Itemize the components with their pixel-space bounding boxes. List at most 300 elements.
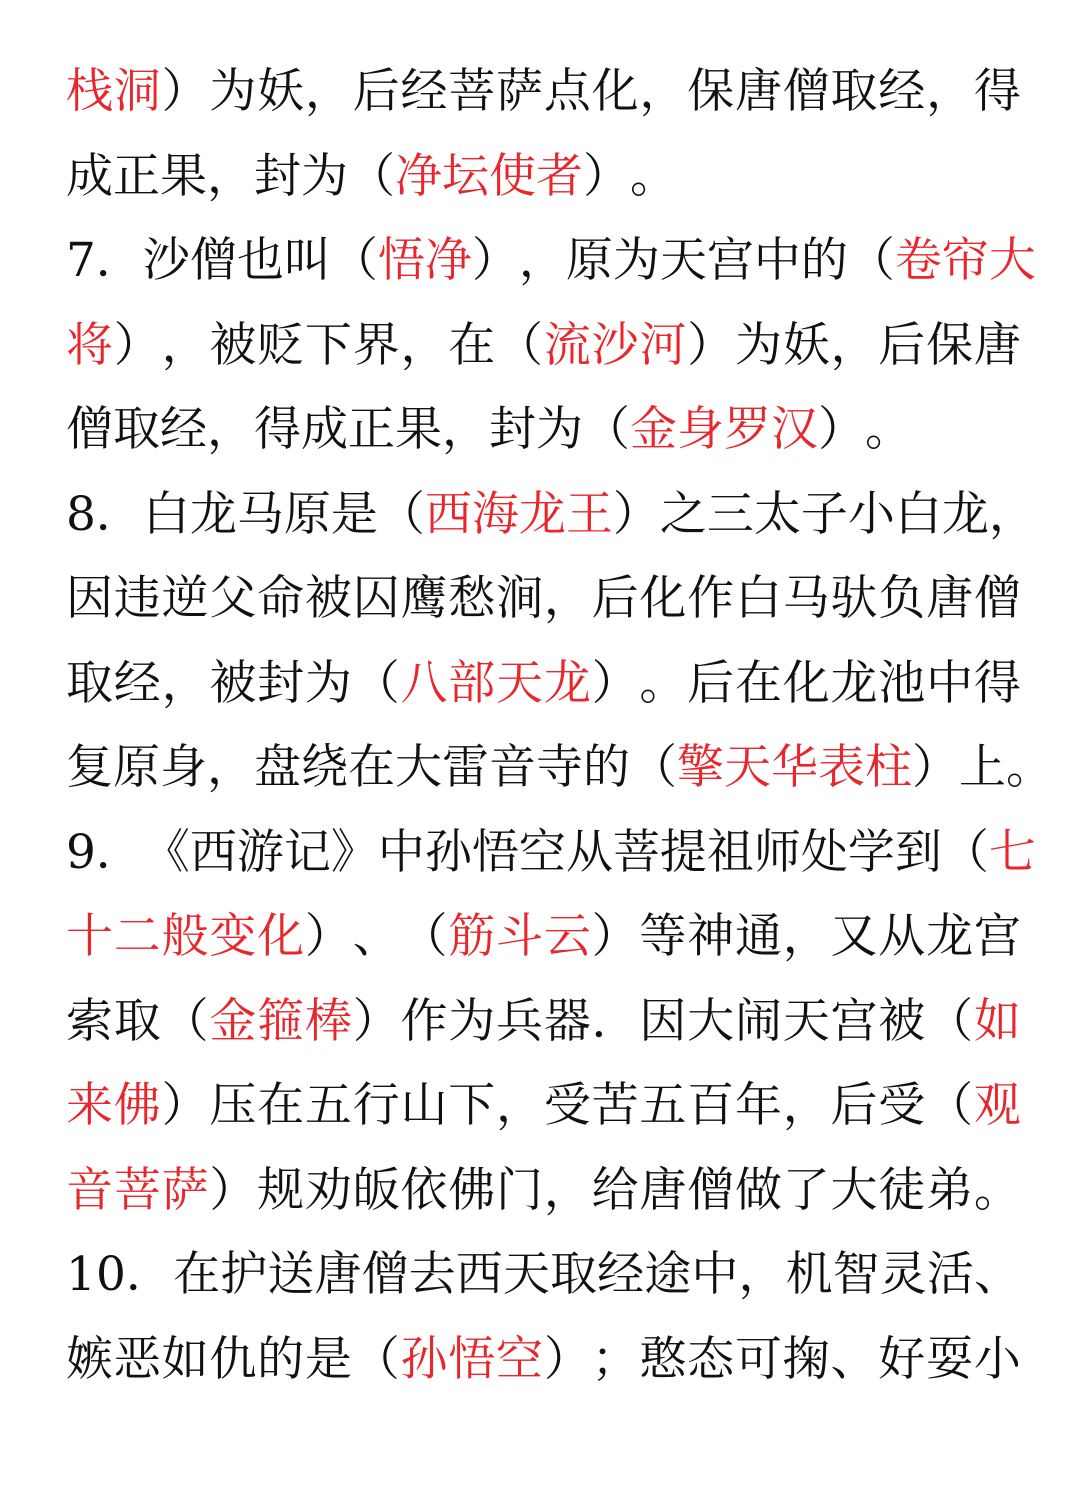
answer-char: 金 — [209, 993, 257, 1049]
text-char: 正 — [348, 402, 395, 457]
answer-char: 悟 — [448, 1331, 496, 1387]
text-char: 中 — [377, 824, 425, 880]
text-char: 正 — [113, 148, 160, 204]
text-char: 给 — [591, 1162, 639, 1218]
text-line — [66, 642, 1021, 727]
text-char: 贬 — [257, 317, 305, 373]
text-char: 。 — [630, 148, 677, 204]
text-char: 取 — [113, 993, 161, 1049]
text-char: 封 — [257, 655, 305, 711]
answer-char: 棒 — [304, 993, 352, 1049]
text-char: 在 — [734, 655, 782, 711]
answer-char: 汉 — [771, 402, 818, 457]
text-char: 经 — [597, 1247, 645, 1302]
text-line — [66, 895, 1021, 980]
answer-char: 河 — [639, 317, 687, 373]
text-char: ， — [988, 486, 1036, 542]
text-char: ， — [639, 64, 687, 119]
answer-char: 佛 — [113, 1078, 161, 1133]
answer-char: 箍 — [257, 993, 305, 1049]
text-char: 后 — [687, 655, 735, 711]
answer-char: 十 — [66, 909, 113, 964]
text-line — [66, 388, 1021, 473]
text-char: 依 — [400, 1162, 448, 1218]
text-char: ， — [518, 233, 566, 288]
text-char: 劝 — [304, 1162, 352, 1218]
text-char: 下 — [304, 317, 352, 373]
text-char: 弟 — [926, 1162, 974, 1218]
text-char: 复 — [66, 740, 113, 795]
text-char: 得 — [254, 402, 301, 457]
text-char: 9 — [66, 824, 96, 880]
text-char: 天 — [782, 993, 830, 1049]
answer-char: 观 — [973, 1078, 1021, 1133]
text-char: 为 — [301, 148, 348, 204]
text-char: 。 — [639, 655, 687, 711]
text-char: 僧 — [189, 233, 237, 288]
text-char: （ — [377, 486, 425, 542]
text-char: 菩 — [448, 64, 496, 119]
text-char: （ — [941, 824, 989, 880]
text-char: 经 — [113, 655, 161, 711]
text-char: 小 — [847, 486, 895, 542]
text-char: 等 — [639, 909, 687, 964]
text-char: 马 — [782, 571, 830, 626]
text-char: 闹 — [734, 993, 782, 1049]
text-char: 受 — [878, 1078, 926, 1133]
text-char: 中 — [926, 655, 974, 711]
text-char: 保 — [687, 64, 735, 119]
text-char: 唐 — [314, 1247, 362, 1302]
text-char: 压 — [209, 1078, 257, 1133]
text-char: ， — [161, 655, 209, 711]
text-char: 上 — [959, 740, 1006, 795]
text-char: （ — [496, 317, 544, 373]
text-char: 也 — [236, 233, 284, 288]
text-char: 恶 — [113, 1331, 161, 1387]
answer-char: 化 — [257, 909, 305, 964]
text-char: 8 — [66, 486, 96, 542]
text-char: （ — [926, 1078, 974, 1133]
text-char: 成 — [66, 148, 113, 204]
answer-char: 八 — [400, 655, 448, 711]
answer-char: 表 — [818, 740, 865, 795]
text-char: 因 — [639, 993, 687, 1049]
text-char: 中 — [691, 1247, 739, 1302]
text-char: 后 — [878, 317, 926, 373]
text-char: （ — [630, 740, 677, 795]
text-char: 在 — [257, 1078, 305, 1133]
text-char: 果 — [160, 148, 207, 204]
text-char: 1 — [66, 1247, 96, 1302]
text-char: 为 — [612, 233, 660, 288]
text-char: 的 — [800, 233, 848, 288]
text-char: 得 — [973, 64, 1021, 119]
text-char: 耍 — [926, 1331, 974, 1387]
answer-char: 金 — [630, 402, 677, 457]
text-char: 龙 — [189, 486, 237, 542]
text-char: ， — [207, 402, 254, 457]
text-char: 从 — [878, 909, 926, 964]
text-char: 被 — [878, 993, 926, 1049]
answer-char: 筋 — [448, 909, 496, 964]
text-char: ） — [471, 233, 519, 288]
text-char: 悟 — [471, 824, 519, 880]
text-char: ． — [591, 993, 639, 1049]
text-char: 原 — [565, 233, 613, 288]
text-char: 好 — [878, 1331, 926, 1387]
text-char: 萨 — [496, 64, 544, 119]
text-char: 途 — [644, 1247, 692, 1302]
text-char: 唐 — [639, 1162, 687, 1218]
text-char: 负 — [878, 571, 926, 626]
answer-char: 坛 — [442, 148, 489, 204]
text-char: 去 — [408, 1247, 456, 1302]
answer-char: 华 — [771, 740, 818, 795]
text-char: 封 — [254, 148, 301, 204]
text-char: 僧 — [361, 1247, 409, 1302]
text-char: ． — [95, 824, 143, 880]
text-char: 化 — [782, 655, 830, 711]
text-char: 掬 — [782, 1331, 830, 1387]
text-char: 成 — [301, 402, 348, 457]
text-char: 仇 — [209, 1331, 257, 1387]
text-char: 经 — [400, 64, 448, 119]
text-char: 到 — [894, 824, 942, 880]
answer-char: 使 — [489, 148, 536, 204]
text-char: 叫 — [283, 233, 331, 288]
text-char: 身 — [160, 740, 207, 795]
text-char: 兵 — [496, 993, 544, 1049]
text-char: ） — [209, 1162, 257, 1218]
text-char: 之 — [659, 486, 707, 542]
text-char: 五 — [304, 1078, 352, 1133]
text-char: 是 — [330, 486, 378, 542]
text-char: 后 — [591, 571, 639, 626]
text-char: 果 — [395, 402, 442, 457]
text-char: （ — [583, 402, 630, 457]
text-char: 白 — [142, 486, 190, 542]
text-char: ． — [126, 1247, 174, 1302]
text-char: 取 — [113, 402, 160, 457]
text-char: 僧 — [66, 402, 113, 457]
text-char: 唐 — [926, 571, 974, 626]
text-char: 雷 — [442, 740, 489, 795]
text-char: 规 — [257, 1162, 305, 1218]
text-char: 下 — [448, 1078, 496, 1133]
text-char: ， — [782, 909, 830, 964]
text-char: 被 — [209, 317, 257, 373]
text-char: ） — [612, 486, 660, 542]
text-char: 取 — [66, 655, 113, 711]
text-char: 如 — [161, 1331, 209, 1387]
text-char: 愁 — [448, 571, 496, 626]
text-char: （ — [847, 233, 895, 288]
text-char: 憨 — [639, 1331, 687, 1387]
text-char: ） — [591, 655, 639, 711]
text-char: ， — [207, 148, 254, 204]
text-char: 苦 — [591, 1078, 639, 1133]
text-char: ， — [161, 317, 209, 373]
text-char: 五 — [639, 1078, 687, 1133]
text-char: 涧 — [496, 571, 544, 626]
text-char: 沙 — [142, 233, 190, 288]
text-char: 神 — [687, 909, 735, 964]
text-line — [66, 980, 1021, 1065]
text-char: 》 — [330, 824, 378, 880]
text-char: 父 — [209, 571, 257, 626]
answer-char: 天 — [724, 740, 771, 795]
text-char: 提 — [659, 824, 707, 880]
text-char: 孙 — [424, 824, 472, 880]
text-char: 龙 — [941, 486, 989, 542]
answer-char: 海 — [471, 486, 519, 542]
text-char: ） — [583, 148, 630, 204]
text-char: 佛 — [448, 1162, 496, 1218]
text-char: 的 — [583, 740, 630, 795]
text-char: 得 — [973, 655, 1021, 711]
text-char: 僧 — [782, 64, 830, 119]
answer-char: 身 — [677, 402, 724, 457]
text-char: 西 — [189, 824, 237, 880]
text-char: 年 — [734, 1078, 782, 1133]
text-char: 受 — [543, 1078, 591, 1133]
text-char: 为 — [304, 655, 352, 711]
text-char: 索 — [66, 993, 113, 1049]
text-char: 学 — [847, 824, 895, 880]
answer-char: 变 — [209, 909, 257, 964]
text-char: ） — [352, 993, 400, 1049]
answer-char: 王 — [565, 486, 613, 542]
text-char: 《 — [142, 824, 190, 880]
answer-char: 者 — [536, 148, 583, 204]
text-char: 。 — [865, 402, 912, 457]
text-char: 化 — [591, 64, 639, 119]
text-char: 可 — [734, 1331, 782, 1387]
text-char: 空 — [518, 824, 566, 880]
text-char: 记 — [283, 824, 331, 880]
text-char: 音 — [489, 740, 536, 795]
answer-char: 部 — [448, 655, 496, 711]
text-char: 龙 — [926, 909, 974, 964]
text-char: ） — [543, 1331, 591, 1387]
answer-char: 菩 — [113, 1162, 161, 1218]
text-char: 中 — [753, 233, 801, 288]
text-char: 绕 — [301, 740, 348, 795]
text-char: 封 — [489, 402, 536, 457]
answer-char: 擎 — [677, 740, 724, 795]
text-char: （ — [330, 233, 378, 288]
answer-char: 栈 — [66, 64, 113, 119]
text-char: 为 — [448, 993, 496, 1049]
text-char: 活 — [926, 1247, 974, 1302]
text-char: ） — [687, 317, 735, 373]
text-char: 太 — [753, 486, 801, 542]
text-char: 、 — [974, 1247, 1021, 1302]
text-char: 龙 — [830, 655, 878, 711]
text-char: 皈 — [352, 1162, 400, 1218]
text-char: 、 — [830, 1331, 878, 1387]
text-char: 子 — [800, 486, 848, 542]
text-char: 机 — [785, 1247, 833, 1302]
text-char: （ — [926, 993, 974, 1049]
answer-char: 净 — [395, 148, 442, 204]
text-char: 取 — [550, 1247, 598, 1302]
text-char: ， — [442, 402, 489, 457]
answer-char: 悟 — [377, 233, 425, 288]
text-char: ， — [304, 64, 352, 119]
text-char: 因 — [66, 571, 113, 626]
text-char: ， — [543, 571, 591, 626]
text-char: 马 — [236, 486, 284, 542]
text-char: 宫 — [973, 909, 1021, 964]
text-char: ， — [830, 317, 878, 373]
text-char: 灵 — [879, 1247, 927, 1302]
text-char: 白 — [734, 571, 782, 626]
text-char: （ — [161, 993, 209, 1049]
text-line — [66, 304, 1021, 389]
text-char: 作 — [687, 571, 735, 626]
text-char: 经 — [160, 402, 207, 457]
answer-char: 将 — [66, 317, 113, 373]
text-char: 妖 — [257, 64, 305, 119]
document-page — [66, 50, 1053, 1402]
text-line — [66, 1318, 1021, 1403]
text-line — [66, 1064, 1021, 1149]
answer-char: 卷 — [894, 233, 942, 288]
text-char: 白 — [894, 486, 942, 542]
text-char: 处 — [800, 824, 848, 880]
text-char: （ — [400, 909, 448, 964]
text-char: 百 — [687, 1078, 735, 1133]
text-char: 僧 — [973, 571, 1021, 626]
text-char: 后 — [352, 64, 400, 119]
answer-char: 般 — [161, 909, 209, 964]
text-char: ） — [113, 317, 161, 373]
answer-char: 天 — [496, 655, 544, 711]
text-char: 被 — [304, 571, 352, 626]
text-char: ） — [591, 909, 639, 964]
text-char: （ — [352, 655, 400, 711]
text-char: ， — [738, 1247, 786, 1302]
text-char: 小 — [973, 1331, 1021, 1387]
answer-char: 斗 — [496, 909, 544, 964]
text-char: 徒 — [878, 1162, 926, 1218]
answer-char: 大 — [988, 233, 1036, 288]
text-char: 、 — [352, 909, 400, 964]
text-char: 逆 — [161, 571, 209, 626]
answer-char: 沙 — [591, 317, 639, 373]
answer-char: 龙 — [518, 486, 566, 542]
answer-char: 柱 — [865, 740, 912, 795]
text-char: 盘 — [254, 740, 301, 795]
text-char: 界 — [352, 317, 400, 373]
text-char: 7 — [66, 233, 96, 288]
text-char: 池 — [878, 655, 926, 711]
text-char: 取 — [830, 64, 878, 119]
answer-char: 音 — [66, 1162, 113, 1218]
text-char: 天 — [502, 1247, 550, 1302]
answer-char: 来 — [66, 1078, 113, 1133]
text-char: 被 — [209, 655, 257, 711]
answer-char: 龙 — [543, 655, 591, 711]
text-char: ） — [161, 1078, 209, 1133]
text-char: 做 — [734, 1162, 782, 1218]
text-char: 保 — [926, 317, 974, 373]
answer-char: 云 — [543, 909, 591, 964]
text-char: 在 — [348, 740, 395, 795]
text-char: 又 — [830, 909, 878, 964]
text-char: 唐 — [973, 317, 1021, 373]
text-char: 态 — [687, 1331, 735, 1387]
text-char: 在 — [173, 1247, 221, 1302]
text-char: 妖 — [782, 317, 830, 373]
text-char: 送 — [267, 1247, 315, 1302]
text-char: ； — [591, 1331, 639, 1387]
text-char: 原 — [283, 486, 331, 542]
text-char: （ — [352, 1331, 400, 1387]
text-char: ） — [304, 909, 352, 964]
answer-char: 洞 — [113, 64, 161, 119]
text-char: 驮 — [830, 571, 878, 626]
text-char: 大 — [395, 740, 442, 795]
text-char: 违 — [113, 571, 161, 626]
text-char: 行 — [352, 1078, 400, 1133]
text-char: 宫 — [830, 993, 878, 1049]
answer-char: 罗 — [724, 402, 771, 457]
text-char: 嫉 — [66, 1331, 113, 1387]
text-char: 器 — [543, 993, 591, 1049]
text-line — [66, 473, 1036, 558]
text-char: 。 — [973, 1162, 1021, 1218]
text-char: 护 — [220, 1247, 268, 1302]
answer-char: 空 — [496, 1331, 544, 1387]
text-char: ， — [207, 740, 254, 795]
answer-char: 二 — [113, 909, 161, 964]
text-char: 经 — [878, 64, 926, 119]
text-char: 寺 — [536, 740, 583, 795]
text-char: 祖 — [706, 824, 754, 880]
text-line — [66, 811, 1036, 896]
answer-char: 西 — [424, 486, 472, 542]
text-char: 僧 — [687, 1162, 735, 1218]
text-char: 西 — [455, 1247, 503, 1302]
text-char: ． — [95, 233, 143, 288]
text-char: 后 — [830, 1078, 878, 1133]
text-char: 菩 — [612, 824, 660, 880]
text-char: 为 — [536, 402, 583, 457]
answer-char: 七 — [988, 824, 1036, 880]
text-char: 山 — [400, 1078, 448, 1133]
text-char: 的 — [257, 1331, 305, 1387]
text-char: ， — [926, 64, 974, 119]
text-char: 。 — [1006, 740, 1053, 795]
text-char: ） — [818, 402, 865, 457]
text-char: ， — [543, 1162, 591, 1218]
text-char: 0 — [96, 1247, 126, 1302]
text-line — [66, 557, 1021, 642]
text-char: 天 — [659, 233, 707, 288]
text-char: （ — [348, 148, 395, 204]
answer-char: 如 — [973, 993, 1021, 1049]
text-char: ， — [496, 1078, 544, 1133]
text-char: 大 — [687, 993, 735, 1049]
text-char: 是 — [304, 1331, 352, 1387]
text-char: 原 — [113, 740, 160, 795]
text-char: 三 — [706, 486, 754, 542]
text-line — [66, 1233, 1021, 1318]
text-char: 唐 — [734, 64, 782, 119]
